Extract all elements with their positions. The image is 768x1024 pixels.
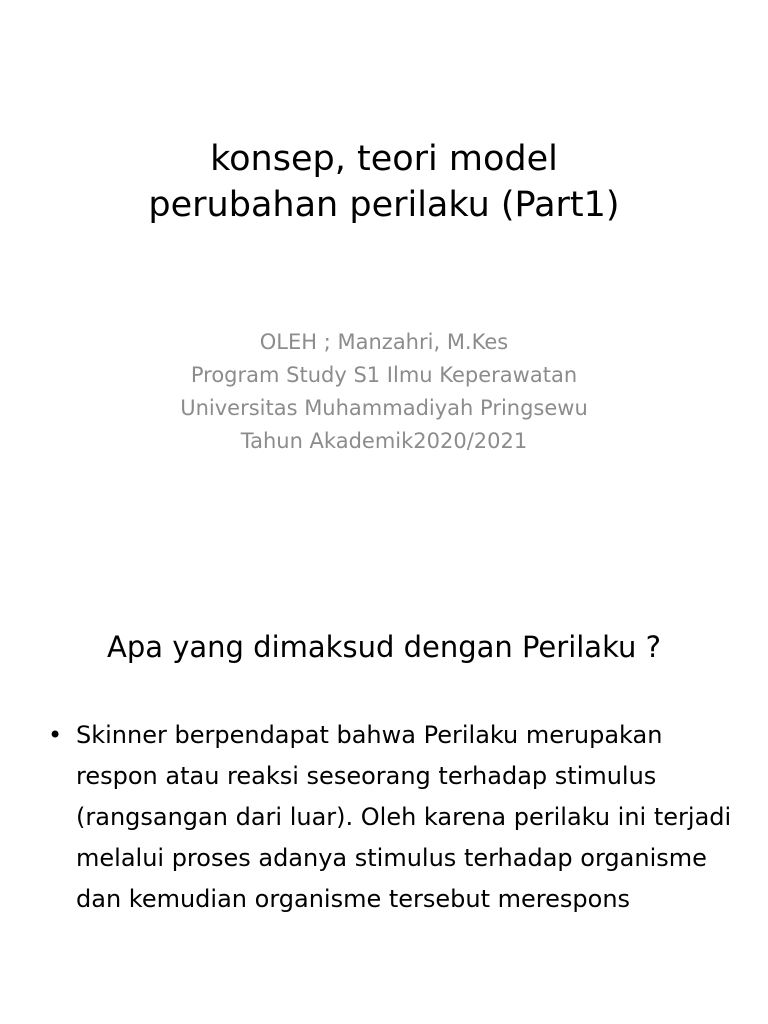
title-line-1: konsep, teori model xyxy=(210,139,558,179)
bullet-item xyxy=(48,715,738,920)
program-line: Program Study S1 Ilmu Keperawatan xyxy=(190,363,578,387)
bullet-text: Skinner berpendapat bahwa Perilaku merupakan respon atau reaksi seseorang terhadap stimulus (rangsangan dari luar). Oleh karena perilaku ini terjadi melalui proses adanya stimulus terhadap organisme dan kemudian organisme tersebut merespons xyxy=(76,721,732,913)
academic-year-line: Tahun Akademik2020/2021 xyxy=(240,429,528,453)
slide-title xyxy=(40,136,728,228)
author-line: OLEH ; Manzahri, M.Kes xyxy=(259,330,509,354)
bullet-list xyxy=(48,715,738,920)
university-line: Universitas Muhammadiyah Pringsewu xyxy=(180,396,588,420)
content-heading: Apa yang dimaksud dengan Perilaku ? xyxy=(107,630,661,664)
title-line-2: perubahan perilaku (Part1) xyxy=(148,185,620,225)
content-slide xyxy=(0,585,768,1024)
bullet-dot-icon: • xyxy=(48,721,63,749)
slide-subtitle xyxy=(40,326,728,458)
